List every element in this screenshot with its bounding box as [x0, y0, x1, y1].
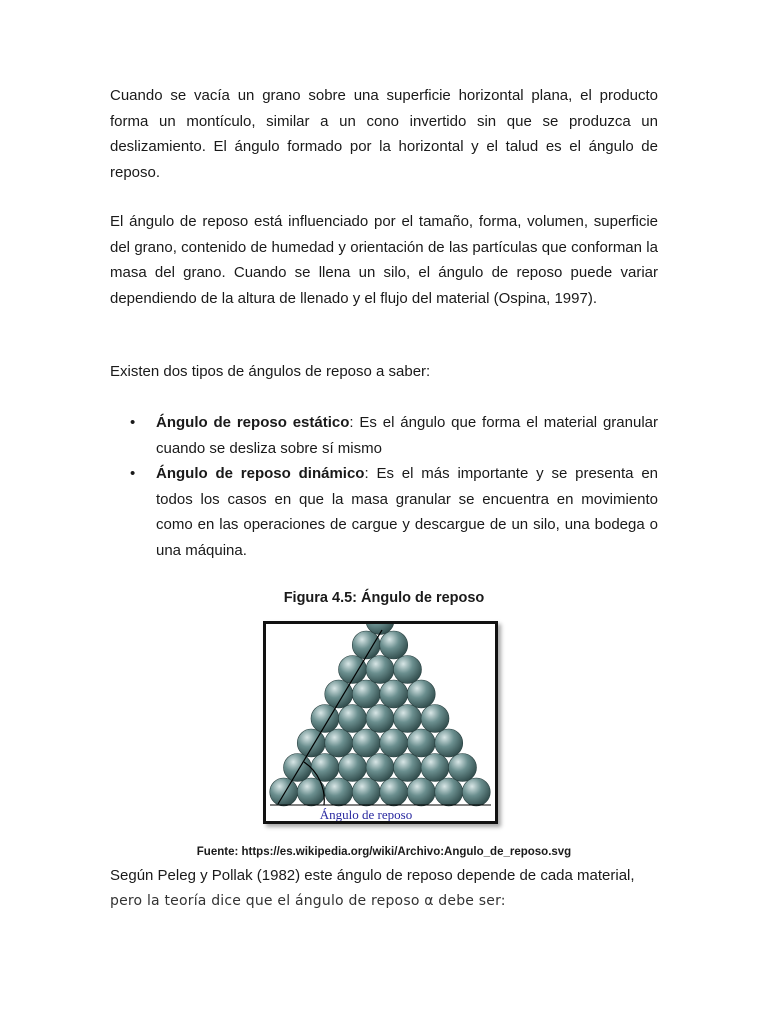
paragraph-angle-influences: El ángulo de reposo está influenciado por el tamaño, forma, volumen, superficie del grano, contenido de humedad y orientación de las partículas que conforman la masa del grano. Cuando se llena un silo, el ángulo de reposo puede variar dependiendo de la altura de llenado y el flujo del material (Ospina, 1997).: [110, 213, 658, 307]
paragraph-theory-alpha: pero la teoría dice que el ángulo de reposo α debe ser:: [110, 893, 506, 909]
sphere: [325, 680, 353, 708]
sphere: [366, 705, 394, 733]
sphere: [380, 778, 408, 806]
sphere: [270, 778, 298, 806]
sphere: [435, 778, 463, 806]
definition-static-angle: : Es el ángulo que forma el material granular cuando se desliza sobre sí mismo: [156, 414, 658, 457]
sphere: [352, 729, 380, 757]
sphere-pyramid-illustration: [266, 624, 495, 821]
bullet-icon: •: [130, 465, 136, 482]
term-static-angle: Ángulo de reposo estático: [156, 414, 350, 431]
sphere: [366, 754, 394, 782]
sphere: [325, 729, 353, 757]
sphere: [325, 778, 353, 806]
sphere-stack: [270, 624, 491, 806]
sphere: [339, 705, 367, 733]
sphere: [407, 778, 435, 806]
paragraph-angle-definition: Cuando se vacía un grano sobre una superficie horizontal plana, el producto forma un montículo, similar a un cono invertido sin que se produzca un deslizamiento. El ángulo formado por la horizontal y el talud es el ángulo de reposo.: [110, 87, 658, 181]
sphere: [380, 631, 408, 659]
sphere: [297, 729, 325, 757]
list-item-static-angle: [130, 410, 658, 461]
sphere: [394, 754, 422, 782]
sphere: [339, 754, 367, 782]
figure-angle-of-repose: [263, 621, 498, 824]
sphere: [421, 705, 449, 733]
list-item-dynamic-angle: [130, 461, 658, 563]
sphere: [407, 680, 435, 708]
sphere: [366, 656, 394, 684]
sphere: [435, 729, 463, 757]
sphere: [352, 778, 380, 806]
sphere: [421, 754, 449, 782]
figure-image-label: Ángulo de reposo: [319, 807, 413, 821]
figure-title: Figura 4.5: Ángulo de reposo: [283, 590, 485, 606]
figure-source: Fuente: https://es.wikipedia.org/wiki/Archivo:Angulo_de_reposo.svg: [196, 846, 572, 858]
sphere: [407, 729, 435, 757]
definition-dynamic-angle: : Es el más importante y se presenta en todos los casos en que la masa granular se encuentra en movimiento como en las operaciones de cargue y descargue de un silo, una bodega o una máquina.: [156, 465, 659, 559]
sphere: [284, 754, 312, 782]
angle-types-list: [130, 410, 658, 563]
bullet-icon: •: [130, 414, 136, 431]
sphere: [449, 754, 477, 782]
paragraph-peleg-pollak: Según Peleg y Pollak (1982) este ángulo de reposo depende de cada material,: [110, 867, 635, 884]
sphere: [380, 729, 408, 757]
sphere: [394, 705, 422, 733]
sphere: [394, 656, 422, 684]
sphere: [311, 754, 339, 782]
term-dynamic-angle: Ángulo de reposo dinámico: [156, 465, 365, 482]
sphere: [352, 680, 380, 708]
sphere: [380, 680, 408, 708]
sphere: [462, 778, 490, 806]
sphere: [352, 631, 380, 659]
paragraph-types-intro: Existen dos tipos de ángulos de reposo a saber:: [110, 363, 431, 380]
